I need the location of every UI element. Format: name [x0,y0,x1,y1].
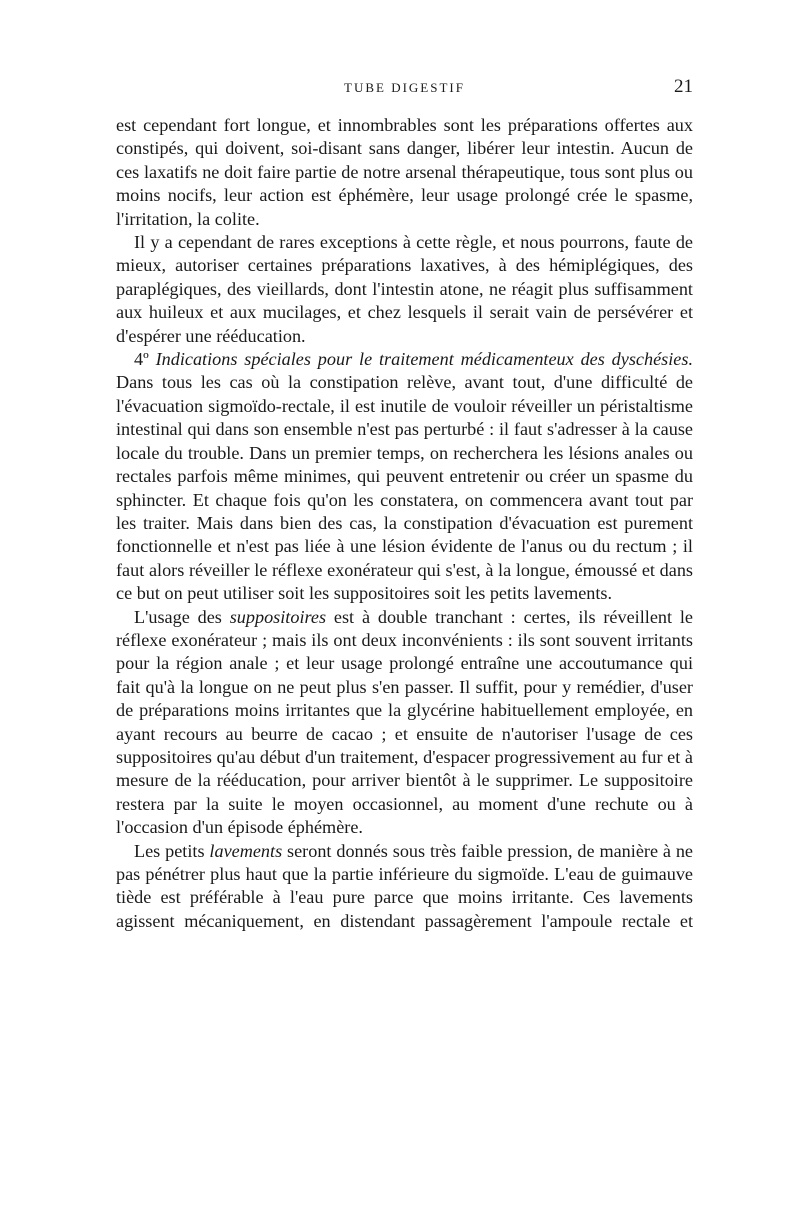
lavements-term: lavements [209,840,283,861]
suppositoires-intro: L'usage des [134,606,222,627]
suppositoires-body: est à double tranchant : certes, ils réveillent le réflexe exonérateur ; mais ils ont deux inconvénients : ils sont souvent irritants pour la région anale ; et leur usage prolongé entraîne une accoutumance qui fait qu'à la longue on ne peut plus s'en passer. Il suffit, pour y remédier, d'user de préparations moins irritantes que la glycérine habituellement employée, en ayant recours au beurre de cacao ; et ensuite de n'autoriser l'usage de ces suppositoires qu'au début d'un traitement, d'espacer progressivement au fur et à mesure de la rééducation, pour arriver bientôt à le supprimer. Le suppositoire restera par la suite le moyen occasionnel, au moment d'une rechute ou à l'occasion d'un épisode éphémère. [116,606,694,838]
page-number: 21 [674,76,693,97]
running-title: TUBE DIGESTIF [344,80,465,95]
lavements-intro: Les petits [134,840,205,861]
section-heading: Indications spéciales pour le traitement médicamenteux des dyschésies. [155,349,693,370]
section-body: Dans tous les cas où la constipation relève, avant tout, d'une difficulté de l'évacuation sigmoïdo-rectale, il est inutile de vouloir réveiller un péristaltisme intestinal qui dans son ensemble n'est pas perturbé : il faut s'adresser à la cause locale du trouble. Dans un premier temps, on recherchera les lésions anales ou rectales parfois même minimes, qui peuvent entretenir ou créer un spasme du sphincter. Et chaque fois qu'on les constatera, on commencera avant tout par les traiter. Mais dans bien des cas, la constipation d'évacuation est purement fonctionnelle et n'est pas liée à une lésion évidente de l'anus ou du rectum ; il faut alors réveiller le réflexe exonérateur qui s'est, à la longue, émoussé et dans ce but on peut utiliser soit les suppositoires soit les petits lavements. [116,372,693,604]
paragraph-exceptions: Il y a cependant de rares exceptions à cette règle, et nous pourrons, faute de mieux, autoriser certaines préparations laxatives, à des hémiplégiques, des paraplégiques, des vieillards, dont l'intestin atone, ne réagit plus suffisamment aux huileux et aux mucilages, et chez lesquels il serait vain de persévérer et d'espérer une rééducation. [116,232,693,346]
suppositoires-term: suppositoires [229,606,327,627]
paragraph-laxatives: est cependant fort longue, et innombrables sont les préparations offertes aux constipés, qui doivent, soi-disant sans danger, libérer leur intestin. Aucun de ces laxatifs ne doit faire partie de notre arsenal thérapeutique, tous sont plus ou moins nocifs, leur action est éphémère, leur usage prolongé crée le spasme, l'irritation, la colite. [116,115,693,229]
section-number: 4º [134,349,149,370]
running-head [116,76,693,98]
lavements-body: seront donnés sous très faible pression, de manière à ne pas pénétrer plus haut que la partie inférieure du sigmoïde. L'eau de guimauve tiède est préférable à l'eau pure parce que moins irritante. Ces lavements agissent mécaniquement, en distendant passagèrement l'ampoule rectale et [116,840,693,931]
body-text [116,114,693,933]
paragraph-suppositoires [116,606,693,840]
paragraph-lavements [116,840,693,934]
paragraph-indications [116,348,693,605]
